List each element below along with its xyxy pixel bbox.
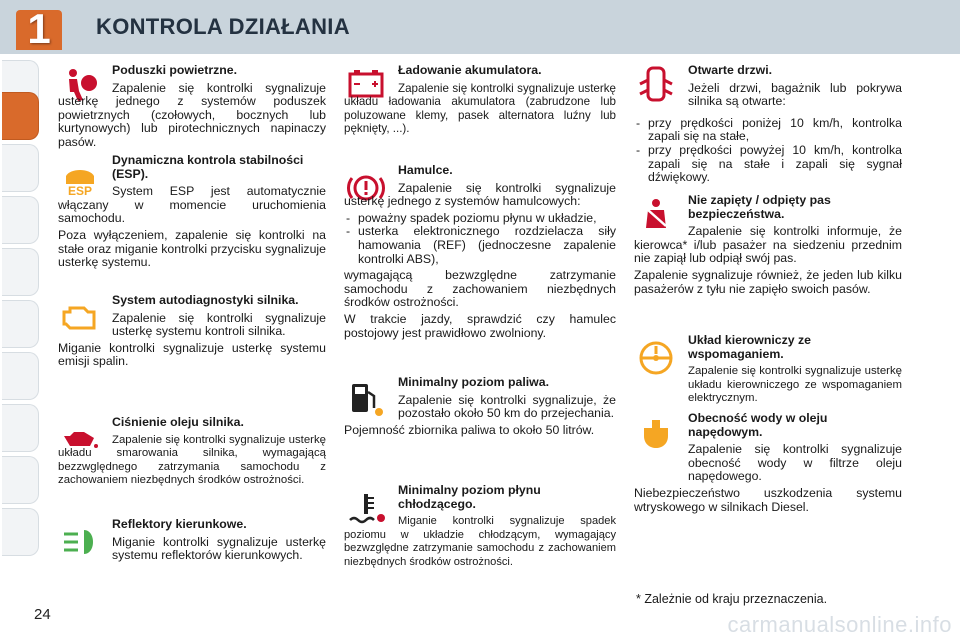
water-heading: Obecność wody w oleju napędowym. [688,411,828,439]
sidebar-tab[interactable] [2,248,39,296]
brakes-list [344,212,616,266]
list-item: - poważny spadek poziomu płynu w układzie, [344,212,616,226]
water-section [634,412,902,517]
oil-text: Zapalenie się kontrolki sygnalizuje usterkę układu smarowania silnika, wymagającą bezzwględnego zatrzymania samochodu z zachowaniem niezbędnych środków ostrożności. [58,433,326,487]
airbag-section [58,64,326,153]
sidebar-tab[interactable] [2,456,39,504]
esp-text-2: Poza wyłączeniem, zapalenie się kontrolki na stałe oraz miganie kontrolki przycisku sygnalizuje usterkę systemu. [58,227,326,270]
sidebar-tab[interactable] [2,196,39,244]
lights-section [58,518,326,566]
doors-heading: Otwarte drzwi. [688,63,773,77]
sidebar-tab[interactable] [2,404,39,452]
brakes-text-1: Zapalenie się kontrolki sygnalizuje usterkę jednego z systemów hamulcowych: [344,180,616,209]
watermark: carmanualsonline.info [727,612,952,637]
seatbelt-section [634,194,902,299]
sidebar-tab-active[interactable] [2,92,39,140]
list-item: - przy prędkości powyżej 10 km/h, kontrolka zapali się na stałe i zapali się sygnał dźwiękowy. [634,144,902,185]
chapter-sidebar [0,60,40,580]
engine-text-1: Zapalenie się kontrolki sygnalizuje usterkę systemu kontroli silnika. [112,310,326,339]
airbag-text: Zapalenie się kontrolki sygnalizuje usterkę jednego z systemów poduszek powietrznych (czołowych, bocznych lub kurtynowych) lub pirotechnicznych napinaczy pasów. [58,80,326,149]
esp-section [58,154,326,273]
water-text-1: Zapalenie się kontrolki sygnalizuje obecność wody w filtrze oleju napędowego. [688,442,902,484]
sidebar-tab[interactable] [2,508,39,556]
oil-section [58,416,326,491]
fuel-heading: Minimalny poziom paliwa. [398,375,549,389]
page-number: 24 [34,606,51,623]
brakes-heading: Hamulce. [398,163,453,177]
airbag-heading: Poduszki powietrzne. [112,63,238,77]
doors-section [634,64,902,188]
chapter-number: 1 [27,5,51,52]
oil-heading: Ciśnienie oleju silnika. [112,415,244,429]
engine-section [58,294,326,372]
list-item: - przy prędkości poniżej 10 km/h, kontrolka zapali się na stałe, [634,117,902,144]
esp-heading: Dynamiczna kontrola stabilności (ESP). [112,153,304,181]
footnote: * Zależnie od kraju przeznaczenia. [636,592,828,606]
lights-heading: Reflektory kierunkowe. [112,517,247,531]
page-title: KONTROLA DZIAŁANIA [96,14,350,39]
list-item: - usterka elektronicznego rozdzielacza siły hamowania (REF) (jednoczesne zapalenie kontrolki ABS), [344,225,616,266]
fuel-text-2: Pojemność zbiornika paliwa to około 50 litrów. [344,422,595,437]
doors-text: Jeżeli drzwi, bagażnik lub pokrywa silnika są otwarte: [688,80,902,109]
brakes-text-3: W trakcie jazdy, sprawdzić czy hamulec postojowy jest prawidłowo zwolniony. [344,311,616,340]
sidebar-tab[interactable] [2,352,39,400]
engine-text-2: Miganie kontrolki sygnalizuje usterkę systemu emisji spalin. [58,340,326,369]
fuel-section [344,376,616,440]
battery-text: Zapalenie się kontrolki sygnalizuje usterkę układu ładowania akumulatora (zabrudzone lub poluzowane klemy, pasek alternatora luźny lub pęknięty, ...). [344,81,616,136]
sidebar-tab[interactable] [2,300,39,348]
coolant-text: Miganie kontrolki sygnalizuje spadek poziomu w układzie chłodzącym, wymagający bezwzględne zatrzymanie samochodu z zachowaniem niezbędnych środków ostrożności. [344,515,616,568]
water-text-2: Niebezpieczeństwo uszkodzenia systemu wtryskowego w silnikach Diesel. [634,485,902,514]
fuel-text-1: Zapalenie się kontrolki sygnalizuje, że pozostało około 50 km do przejechania. [398,392,616,421]
engine-heading: System autodiagnostyki silnika. [112,293,299,307]
steering-section [634,334,902,409]
battery-section [344,64,616,139]
coolant-section [344,484,616,573]
lights-text: Miganie kontrolki sygnalizuje usterkę systemu reflektorów kierunkowych. [112,534,326,563]
brakes-text-2: wymagającą bezwzględne zatrzymanie samochodu z zachowaniem niezbędnych środków ostrożności. [344,268,616,310]
steering-text: Zapalenie się kontrolki sygnalizuje usterkę układu kierowniczego ze wspomaganiem elektrycznym. [688,365,902,405]
seatbelt-heading: Nie zapięty / odpięty pas bezpieczeństwa. [688,193,831,221]
sidebar-tab[interactable] [2,144,39,192]
battery-heading: Ładowanie akumulatora. [398,63,542,77]
coolant-heading: Minimalny poziom płynu chłodzącego. [398,483,541,511]
esp-icon-label: ESP [67,184,93,198]
esp-text-1: System ESP jest automatycznie włączany w momencie uruchomienia samochodu. [58,184,326,226]
steering-heading: Układ kierowniczy ze wspomaganiem. [688,333,812,361]
seatbelt-text-2: Zapalenie sygnalizuje również, że jeden lub kilku pasażerów z tyłu nie zapięło swoich pasów. [634,267,902,296]
doors-list [634,117,902,185]
brakes-section [344,164,616,343]
seatbelt-text-1: Zapalenie się kontrolki informuje, że kierowca* i/lub pasażer na siedzeniu przednim nie zapiął lub odpiął swój pas. [634,224,902,266]
